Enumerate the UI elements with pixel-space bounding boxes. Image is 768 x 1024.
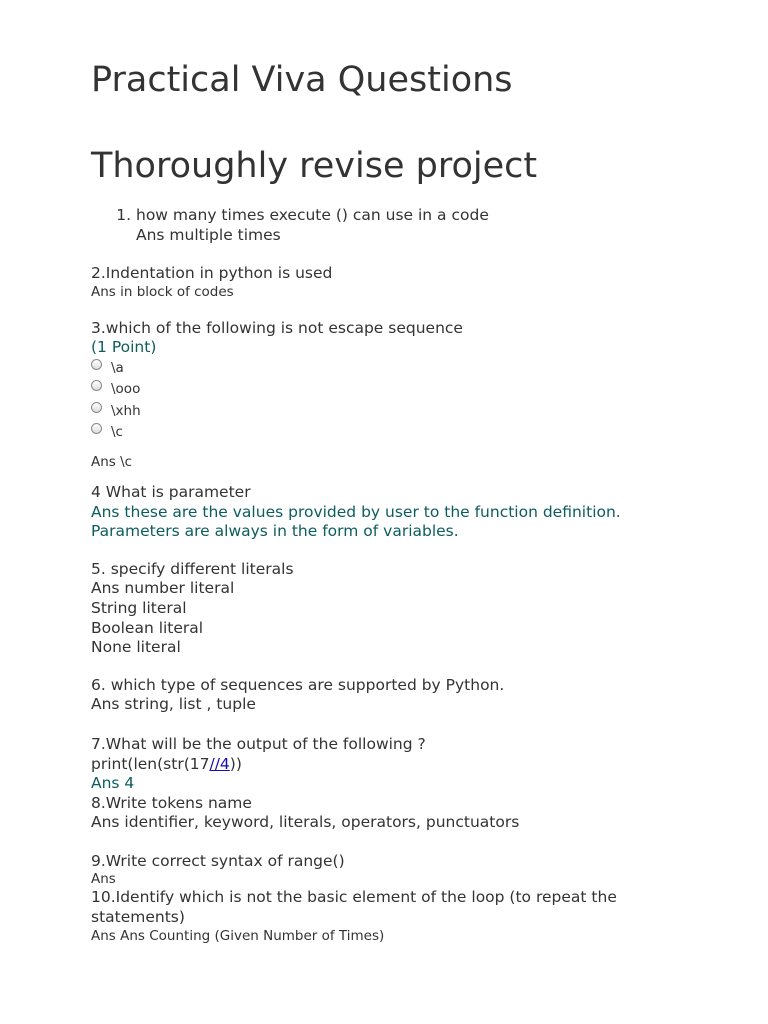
question-8-text: 8.Write tokens name [91,793,252,812]
radio-icon[interactable] [91,380,102,391]
option-ooo[interactable]: \ooo [91,379,768,401]
question-7-code: print(len(str(17//4)) [91,754,242,773]
question-1-answer: Ans multiple times [136,225,281,244]
question-5-answer-4: None literal [91,638,181,657]
question-7 [91,735,768,794]
radio-icon[interactable] [91,423,102,434]
question-1 [136,206,768,245]
code-link[interactable]: //4 [209,754,230,773]
question-7-text: 7.What will be the output of the following ? [91,734,426,753]
radio-icon[interactable] [91,402,102,413]
radio-icon[interactable] [91,359,102,370]
question-3-answer: Ans \c [91,453,133,470]
question-1-text: 1. how many times execute () can use in a code [136,206,489,224]
question-4-answer-line-1: Ans these are the values provided by user to the function definition. [91,502,621,521]
question-10 [91,888,768,944]
question-5-answer-3: Boolean literal [91,618,204,637]
question-5-text: 5. specify different literals [91,559,294,578]
question-2 [91,264,768,301]
question-2-text: 2.Indentation in python is used [91,264,333,283]
question-7-answer: Ans 4 [91,774,135,793]
question-8-answer: Ans identifier, keyword, literals, operators, punctuators [91,813,520,832]
page-title: Practical Viva Questions [91,60,513,100]
question-2-answer: Ans in block of codes [91,283,234,300]
question-3-text: 3.which of the following is not escape sequence [91,318,463,337]
question-5-answer-1: Ans number literal [91,579,235,598]
question-10-text: 10.Identify which is not the basic element of the loop (to repeat the statements) [91,888,617,927]
question-9-answer: Ans [91,871,116,888]
question-6-text: 6. which type of sequences are supported by Python. [91,675,505,694]
question-4-text: 4 What is parameter [91,482,251,501]
option-a[interactable]: \a [91,358,768,380]
question-5 [91,560,768,658]
question-3 [91,319,768,471]
option-xhh[interactable]: \xhh [91,401,768,423]
question-8 [91,794,768,833]
option-c[interactable]: \c [91,422,768,444]
page-subtitle: Thoroughly revise project [91,146,538,186]
question-6 [91,676,768,715]
question-10-answer: Ans Ans Counting (Given Number of Times) [91,927,385,944]
question-5-answer-2: String literal [91,598,187,617]
question-4-answer-line-2: Parameters are always in the form of variables. [91,522,459,541]
question-9 [91,852,768,889]
question-list [91,206,768,245]
question-9-text: 9.Write correct syntax of range() [91,851,345,870]
question-4 [91,483,768,542]
question-3-points: (1 Point) [91,338,157,357]
question-6-answer: Ans string, list , tuple [91,695,256,714]
